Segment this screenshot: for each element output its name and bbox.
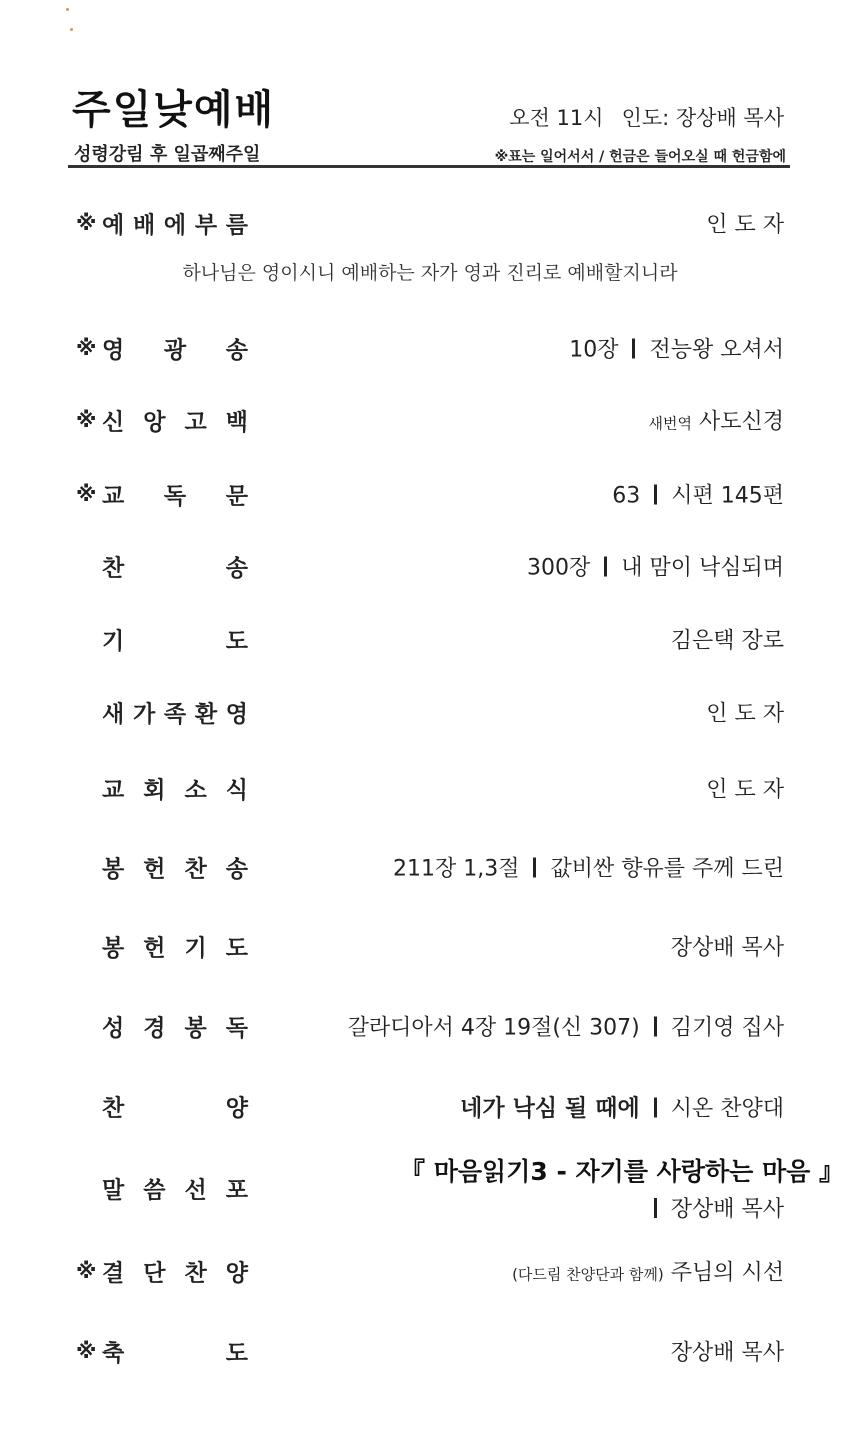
- order-label: 찬 양: [102, 1095, 248, 1122]
- order-value: 갈라디아서 4장 19절(신 307) 김기영 집사: [347, 1015, 784, 1041]
- order-value: 인 도 자: [706, 212, 784, 238]
- order-label: 성 경 봉 독: [102, 1015, 248, 1042]
- order-row-prayer: [76, 619, 784, 659]
- liturgical-week: 성령강림 후 일곱째주일: [74, 144, 261, 165]
- standing-mark: ※: [76, 1339, 97, 1363]
- scan-speck: [66, 8, 69, 11]
- order-row-commitment-song: [76, 1251, 784, 1291]
- order-row-anthem: [76, 1086, 784, 1126]
- service-time-leader: [509, 102, 784, 132]
- order-label: 말 씀 선 포: [102, 1177, 248, 1204]
- order-value: 300장 내 맘이 낙심되며: [526, 555, 784, 581]
- separator-bar: [604, 557, 607, 577]
- service-time: 오전 11시: [509, 106, 604, 130]
- separator-bar: [654, 1098, 657, 1118]
- order-row-creed: [76, 400, 784, 440]
- service-leader: 인도: 장상배 목사: [621, 106, 784, 130]
- order-value: 김은택 장로: [670, 628, 784, 654]
- standing-mark: ※: [76, 482, 97, 506]
- order-value: 10장 전능왕 오셔서: [569, 337, 784, 363]
- separator-bar: [654, 1017, 657, 1037]
- order-label: 찬 송: [102, 555, 248, 582]
- standing-mark: ※: [76, 336, 97, 360]
- sermon-title: 『 마음읽기3 - 자기를 사랑하는 마음 』: [400, 1157, 844, 1186]
- order-value: 인 도 자: [706, 701, 784, 727]
- header-divider: [68, 165, 790, 168]
- order-label: 기 도: [102, 628, 248, 655]
- service-title: 주일낮예배: [72, 87, 276, 133]
- order-label: 예 배 에 부 름: [102, 212, 248, 239]
- order-row-hymn: [76, 546, 784, 586]
- order-label: 신 앙 고 백: [102, 409, 248, 436]
- order-value: 63 시편 145편: [612, 483, 784, 509]
- order-value: 장상배 목사: [670, 935, 784, 961]
- order-row-announcements: [76, 768, 784, 808]
- standing-mark: ※: [76, 1259, 97, 1283]
- order-row-benediction: [76, 1331, 784, 1371]
- order-row-offering-prayer: [76, 926, 784, 966]
- order-value: 장상배 목사: [670, 1340, 784, 1366]
- order-value: (다드림 찬양단과 함께) 주님의 시선: [512, 1260, 784, 1286]
- order-row-gloria: [76, 328, 784, 368]
- separator-bar: [654, 485, 657, 505]
- order-label: 봉 헌 찬 송: [102, 856, 248, 883]
- order-label: 교 회 소 식: [102, 777, 248, 804]
- standing-mark: ※: [76, 211, 97, 235]
- order-label: 결 단 찬 양: [102, 1260, 248, 1287]
- order-row-scripture-reading: [76, 1006, 784, 1046]
- order-row-newcomer-welcome: [76, 692, 784, 732]
- separator-bar: [533, 858, 536, 878]
- order-row-offering-hymn: [76, 847, 784, 887]
- scan-speck: [70, 28, 73, 31]
- order-row-responsive-reading: [76, 474, 784, 514]
- standing-mark: ※: [76, 408, 97, 432]
- order-label: 교 독 문: [102, 483, 248, 510]
- order-value: 새번역 사도신경: [648, 409, 784, 435]
- order-label: 새 가 족 환 영: [102, 701, 248, 728]
- standing-note: ※표는 일어서서 / 헌금은 들어오실 때 헌금함에: [494, 149, 786, 165]
- call-verse: 하나님은 영이시니 예배하는 자가 영과 진리로 예배할지니라: [182, 262, 678, 284]
- order-label: 봉 헌 기 도: [102, 935, 248, 962]
- order-value: 인 도 자: [706, 777, 784, 803]
- order-label: 축 도: [102, 1340, 248, 1367]
- separator-bar: [654, 1198, 657, 1218]
- separator-bar: [632, 339, 635, 359]
- order-row-call-to-worship: [76, 203, 784, 243]
- order-label: 영 광 송: [102, 337, 248, 364]
- order-value: 211장 1,3절 값비싼 향유를 주께 드린: [393, 856, 784, 882]
- sermon-preacher: 장상배 목사: [640, 1192, 784, 1223]
- order-value: 네가 낙심 될 때에 시온 찬양대: [460, 1095, 784, 1122]
